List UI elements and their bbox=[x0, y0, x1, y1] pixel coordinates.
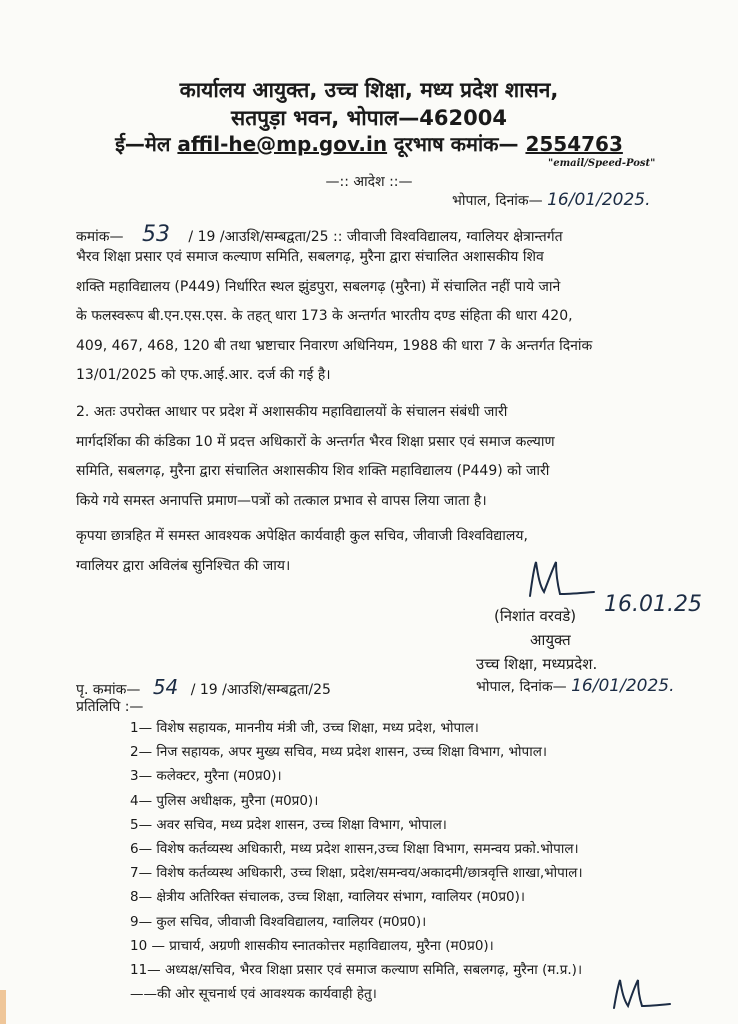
copy-recipient: 4— पुलिस अधीक्षक, मुरैना (म0प्र0)। bbox=[130, 792, 319, 809]
phone-number: 2554763 bbox=[525, 132, 623, 156]
para1-line: भैरव शिक्षा प्रसार एवं समाज कल्याण समिति, सबलगढ़, मुरैना द्वारा संचालित अशासकीय शिव bbox=[76, 249, 544, 265]
order-number-label: कमांक— bbox=[76, 229, 128, 245]
para2-line: किये गये समस्त अनापत्ति प्रमाण—पत्रों को तत्काल प्रभाव से वापस लिया जाता है। bbox=[76, 492, 487, 509]
signatory-designation: आयुक्त bbox=[530, 631, 571, 649]
copy-recipient: 8— क्षेत्रीय अतिरिक्त संचालक, उच्च शिक्षा, ग्वालियर संभाग, ग्वालियर (म0प्र0)। bbox=[130, 889, 526, 906]
endorsement-date-value: 16/01/2025. bbox=[571, 676, 675, 696]
order-date bbox=[452, 190, 651, 210]
para3-line: ग्वालियर द्वारा अविलंब सुनिश्चित की जाय। bbox=[76, 557, 291, 574]
copy-recipient: 5— अवर सचिव, मध्य प्रदेश शासन, उच्च शिक्षा विभाग, भोपाल। bbox=[130, 816, 447, 833]
para2-line: 2. अतः उपरोक्त आधार पर प्रदेश में अशासकीय महाविद्यालयों के संचालन संबंधी जारी bbox=[76, 404, 508, 420]
scan-edge-mark bbox=[0, 990, 6, 1024]
para2-line: मार्गदर्शिका की कंडिका 10 में प्रदत्त अधिकारों के अन्तर्गत भैरव शिक्षा प्रसार एवं समाज कल्याण bbox=[76, 433, 555, 450]
office-title: कार्यालय आयुक्त, उच्च शिक्षा, मध्य प्रदेश शासन, bbox=[179, 78, 559, 102]
para1-line: शक्ति महाविद्यालय (P449) निर्धारित स्थल झुंडपुरा, सबलगढ़ (मुरैना) में संचालित नहीं पाये जाने bbox=[76, 278, 561, 295]
copy-recipient: 1— विशेष सहायक, माननीय मंत्री जी, उच्च शिक्षा, मध्य प्रदेश, भोपाल। bbox=[130, 720, 479, 736]
signatory-office: उच्च शिक्षा, मध्यप्रदेश. bbox=[476, 655, 598, 673]
endorsement-number-handwritten: 54 bbox=[152, 675, 179, 699]
signature-mark bbox=[520, 556, 600, 606]
order-number-handwritten: 53 bbox=[141, 222, 170, 247]
office-address: सतपुड़ा भवन, भोपाल—462004 bbox=[231, 106, 507, 130]
copy-recipient: 7— विशेष कर्तव्यस्थ अधिकारी, उच्च शिक्षा, प्रदेश/समन्वय/अकादमी/छात्रवृत्ति शाखा,भोपाल। bbox=[130, 865, 583, 882]
signature-date: 16.01.25 bbox=[604, 592, 702, 617]
copy-recipient-list bbox=[130, 716, 583, 1006]
para1-line: 409, 467, 468, 120 बी तथा भ्रष्टाचार निवारण अधिनियम, 1988 की धारा 7 के अन्तर्गत दिनांक bbox=[76, 337, 593, 354]
signature-mark-bottom bbox=[606, 976, 676, 1016]
copy-to-label: प्रतिलिपि :— bbox=[76, 699, 144, 715]
signatory-name: (निशांत वरवडे) bbox=[494, 607, 577, 625]
order-number-rest: / 19 /आउशि/सम्बद्वता/25 :: जीवाजी विश्वविद्यालय, ग्वालियर क्षेत्रान्तर्गत bbox=[183, 229, 563, 245]
order-date-value: 16/01/2025. bbox=[547, 190, 651, 210]
copy-recipient: 3— कलेक्टर, मुरैना (म0प्र0)। bbox=[130, 768, 282, 785]
copy-recipient: 6— विशेष कर्तव्यस्थ अधिकारी, मध्य प्रदेश शासन,उच्च शिक्षा विभाग, समन्वय प्रको.भोपाल। bbox=[130, 841, 579, 858]
phone-label: दूरभाष कमांक— bbox=[387, 132, 526, 156]
order-paragraph-2 bbox=[76, 398, 676, 516]
contact-line bbox=[0, 130, 738, 157]
email-address: affil-he@mp.gov.in bbox=[177, 132, 388, 156]
speed-post-note: "email/Speed-Post" bbox=[548, 158, 656, 169]
copy-recipient: 11— अध्यक्ष/सचिव, भैरव शिक्षा प्रसार एवं समाज कल्याण समिति, सबलगढ़, मुरैना (म.प्र.)। bbox=[130, 962, 583, 979]
endorsement-date-label: भोपाल, दिनांक— bbox=[476, 679, 572, 695]
endorsement-date bbox=[476, 676, 675, 696]
order-paragraph-1 bbox=[76, 243, 676, 391]
email-prefix: ई—मेल bbox=[115, 132, 178, 156]
endorsement-number-label: पृ. कमांक— bbox=[76, 682, 145, 698]
endorsement-number-line bbox=[76, 675, 331, 699]
copy-recipient: 10 — प्राचार्य, अग्रणी शासकीय स्नातकोत्तर महाविद्यालय, मुरैना (म0प्र0)। bbox=[130, 937, 494, 954]
closing-note: ——की ओर सूचनार्थ एवं आवश्यक कार्यवाही हेतु। bbox=[130, 986, 377, 1003]
endorsement-number-rest: / 19 /आउशि/सम्बद्वता/25 bbox=[186, 682, 331, 698]
para1-line: के फलस्वरूप बी.एन.एस.एस. के तहत् धारा 173 के अन्तर्गत भारतीय दण्ड संहिता की धारा 420, bbox=[76, 308, 573, 324]
para1-line: 13/01/2025 को एफ.आई.आर. दर्ज की गई है। bbox=[76, 367, 331, 383]
copy-recipient: 2— निज सहायक, अपर मुख्य सचिव, मध्य प्रदेश शासन, उच्च शिक्षा विभाग, भोपाल। bbox=[130, 744, 547, 761]
para2-line: समिति, सबलगढ़, मुरैना द्वारा संचालित अशासकीय शिव शक्ति महाविद्यालय (P449) को जारी bbox=[76, 463, 550, 479]
order-title: —:: आदेश ::— bbox=[325, 174, 413, 190]
order-date-label: भोपाल, दिनांक— bbox=[452, 193, 548, 209]
copy-recipient: 9— कुल सचिव, जीवाजी विश्वविद्यालय, ग्वालियर (म0प्र0)। bbox=[130, 913, 427, 930]
para3-line: कृपया छात्रहित में समस्त आवश्यक अपेक्षित कार्यवाही कुल सचिव, जीवाजी विश्वविद्यालय, bbox=[76, 528, 528, 544]
